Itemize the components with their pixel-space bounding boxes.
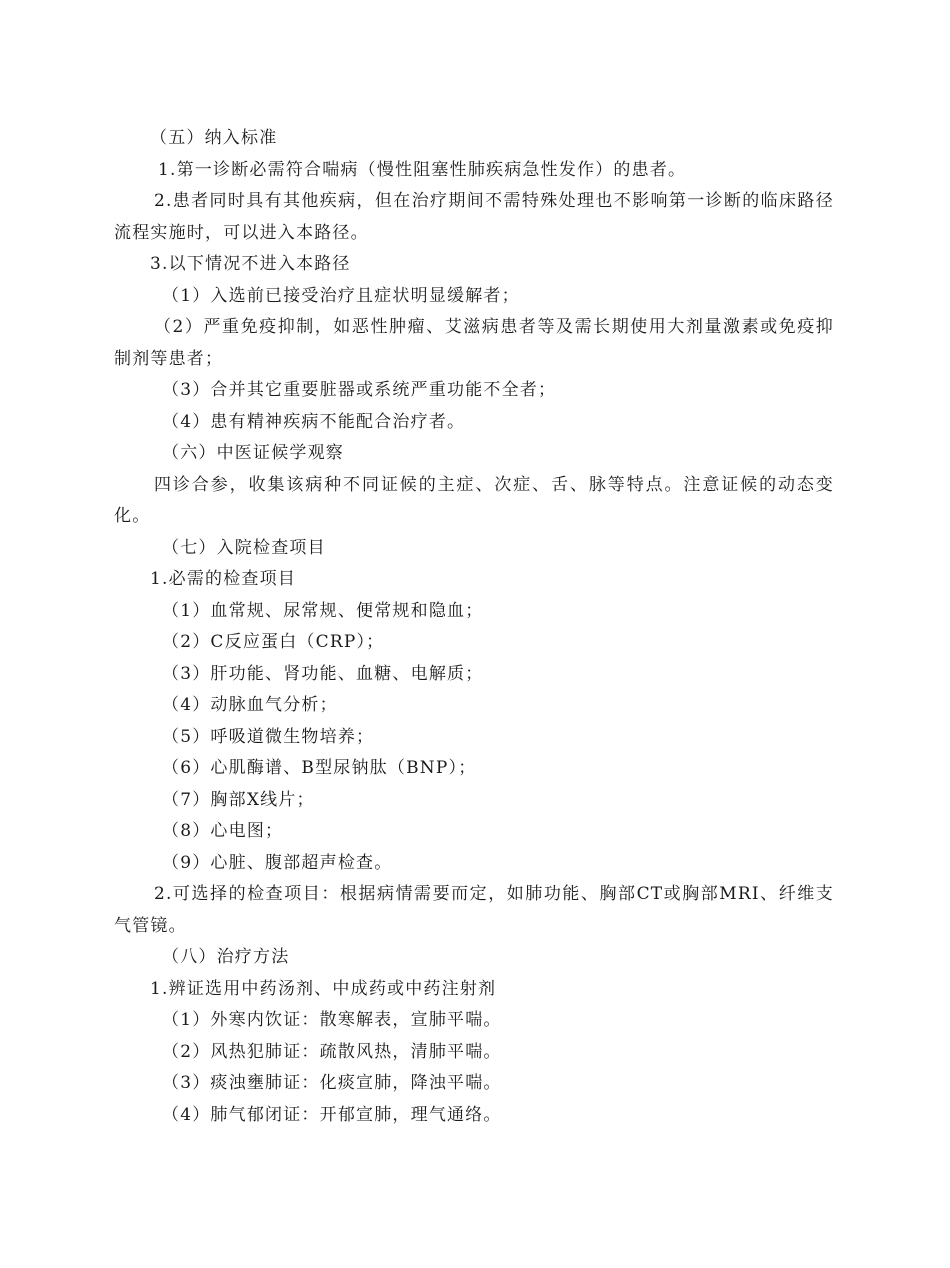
syndrome-item-1: （1）外寒内饮证：散寒解表，宣肺平喘。 [162, 1010, 502, 1030]
section-heading-treatment: （八）治疗方法 [162, 947, 290, 967]
required-test-4: （4）动脉血气分析； [162, 695, 338, 715]
exclusion-item-1: （1）入选前已接受治疗且症状明显缓解者； [162, 285, 520, 306]
criteria-item-2: 2.患者同时具有其他疾病，但在治疗期间不需特殊处理也不影响第一诊断的临床路径流程实施时，可以进入本路径。 [114, 191, 834, 243]
section-heading-inclusion-criteria: （五）纳入标准 [150, 128, 278, 148]
criteria-item-1: 1.第一诊断必需符合喘病（慢性阻塞性肺疾病急性发作）的患者。 [158, 159, 687, 180]
required-test-9: （9）心脏、腹部超声检查。 [162, 852, 393, 873]
syndrome-item-3: （3）痰浊壅肺证：化痰宣肺，降浊平喘。 [162, 1073, 502, 1093]
tcm-syndrome-paragraph: 四诊合参，收集该病种不同证候的主症、次症、舌、脉等特点。注意证候的动态变化。 [114, 474, 834, 526]
required-test-8: （8）心电图； [162, 821, 284, 841]
exclusion-item-3: （3）合并其它重要脏器或系统严重功能不全者； [162, 380, 557, 400]
treatment-item-1: 1.辨证选用中药汤剂、中成药或中药注射剂 [150, 978, 497, 999]
required-test-7: （7）胸部X线片； [162, 789, 315, 810]
syndrome-item-4: （4）肺气郁闭证：开郁宣肺，理气通络。 [162, 1104, 502, 1125]
required-test-2: （2）C反应蛋白（CRP）； [162, 632, 385, 652]
section-heading-tcm-syndrome: （六）中医证候学观察 [162, 443, 344, 463]
required-tests-heading: 1.必需的检查项目 [150, 569, 297, 589]
required-test-3: （3）肝功能、肾功能、血糖、电解质； [162, 663, 484, 684]
syndrome-item-2: （2）风热犯肺证：疏散风热，清肺平喘。 [162, 1041, 502, 1062]
exclusion-item-4: （4）患有精神疾病不能配合治疗者。 [162, 411, 466, 432]
exclusion-item-2: （2）严重免疫抑制，如恶性肿瘤、艾滋病患者等及需长期使用大剂量激素或免疫抑制剂等患者； [114, 317, 834, 369]
required-test-5: （5）呼吸道微生物培养； [162, 726, 375, 747]
optional-tests-paragraph: 2.可选择的检查项目：根据病情需要而定，如肺功能、胸部CT或胸部MRI、纤维支气管镜。 [114, 884, 834, 936]
required-test-1: （1）血常规、尿常规、便常规和隐血； [162, 600, 484, 621]
section-heading-admission-tests: （七）入院检查项目 [162, 537, 326, 558]
document-body [114, 123, 834, 1131]
required-test-6: （6）心肌酶谱、B型尿钠肽（BNP）； [162, 758, 477, 778]
criteria-item-3: 3.以下情况不进入本路径 [150, 254, 351, 274]
